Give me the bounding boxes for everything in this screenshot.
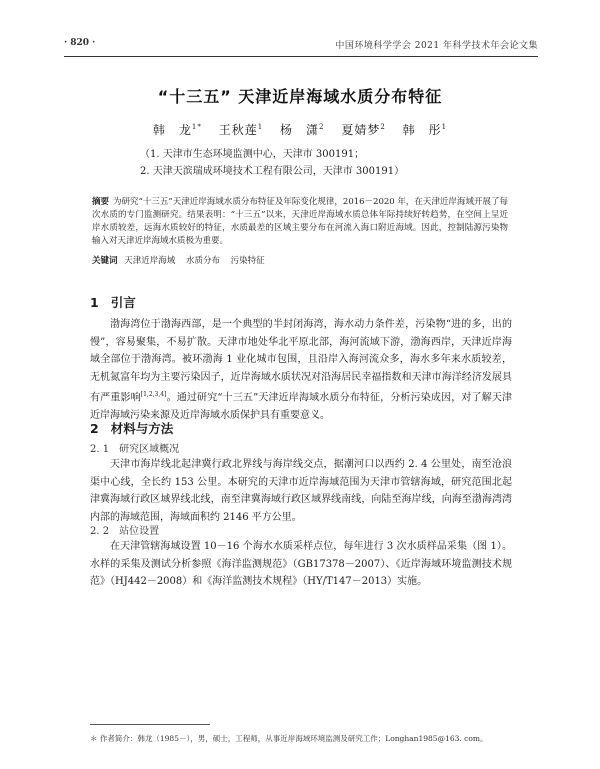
subsection-heading-study-area: 2. 1 研究区域概况	[90, 444, 180, 455]
section-heading-materials-methods: 2 材料与方法	[90, 421, 174, 436]
abstract-text: 为研究“十三五”天津近岸海域水质分布特征及年际变化规律，2016－2020 年，在天津近岸海域开展了每次水质的专门监测研究。结果表明：“十三五”以来，天津近岸海域水质总体年际持续好转趋势，在空间上呈近岸水质较差，远海水质较好的特征，水质最差的区域主要分布在河流入海口附近海域。因此，控制陆源污染物输入对天津近岸海域水质极为重要。	[92, 197, 508, 246]
author: 韩 彤$^1$	[402, 123, 448, 137]
keywords-label: 关键词	[92, 256, 118, 266]
journal-title: 中国环境科学学会 2021 年科学技术年会论文集	[335, 41, 538, 51]
author: 杨 潇$^2$	[280, 123, 325, 137]
author-list	[0, 121, 600, 138]
running-header	[64, 38, 538, 54]
footnote-divider	[90, 724, 210, 725]
author: 王秋莲$^1$	[218, 123, 264, 137]
abstract-label: 摘要	[92, 197, 110, 207]
section-heading-introduction: 1 引言	[90, 295, 136, 310]
keyword: 水质分布	[185, 256, 220, 266]
author: 夏婧梦$^2$	[341, 123, 386, 137]
introduction-paragraph: 渤海湾位于渤海西部，是一个典型的半封闭海湾，海水动力条件差，污染物“进的多，出的慢”，容易聚集，不易扩散。天津市地处华北平原北部，海河流域下游，渤海西岸，天津近岸海域全部位于渤海湾。被环渤海 1 业化城市包围，且沿岸入海河流众多，海水多年来水质较差，无机氮富年均为主要污染因子，近岸海域水质状况对沿海居民幸福指数和天津市海洋经济发展具有严重影响[1,2,3,4]。通过研究“十三五”天津近岸海域水质分布特征，分析污染成因，对了解天津近岸海域污染来源及近岸海域水质保护具有重要意义。	[90, 319, 512, 421]
author-footnote: ＊ 作者简介：韩龙（1985－），男，硕士，工程师，从事近岸海域环境监测及研究工作；Longhan1985@163. com。	[90, 734, 488, 743]
stations-paragraph: 在天津管辖海域设置 10－16 个海水水质采样点位，每年进行 3 次水质样品采集（图 1）。水样的采集及测试分析参照《海洋监测规范》（GB17378－2007）、《近岸海域环境监测技术规范》（HJ442－2008）和《海洋监测技术规程》（HY/T147－2013）实施。	[90, 541, 512, 587]
citation: [1,2,3,4]	[140, 391, 167, 398]
affiliation-1: （1. 天津市生态环境监测中心，天津市 300191；	[140, 149, 365, 160]
paper-title: “十三五” 天津近岸海域水质分布特征	[157, 87, 443, 106]
author: 韩 龙$^{1*}$	[152, 123, 202, 137]
abstract	[92, 196, 508, 248]
keywords	[92, 255, 508, 268]
page-number: · 820 ·	[64, 38, 96, 48]
keyword: 污染特征	[230, 256, 265, 266]
header-divider	[64, 56, 538, 57]
subsection-heading-stations: 2. 2 站位设置	[90, 526, 160, 537]
affiliation-2: 2. 天津天滨瑞成环境技术工程有限公司，天津市 300191）	[140, 166, 405, 177]
study-area-paragraph: 天津市海岸线北起津冀行政北界线与海岸线交点，据潮河口以西约 2. 4 公里处，南至沧浪渠中心线，全长约 153 公里。本研究的天津市近岸海域范围为天津市管辖海域，研究范围北起津冀海域行政区域界线北线，南至津冀海域行政区域界线南线，向陆至海岸线，向海至渤海湾湾内部的海域范围，海域面积约 2146 平方公里。	[90, 459, 512, 523]
keyword: 天津近岸海域	[124, 256, 176, 266]
